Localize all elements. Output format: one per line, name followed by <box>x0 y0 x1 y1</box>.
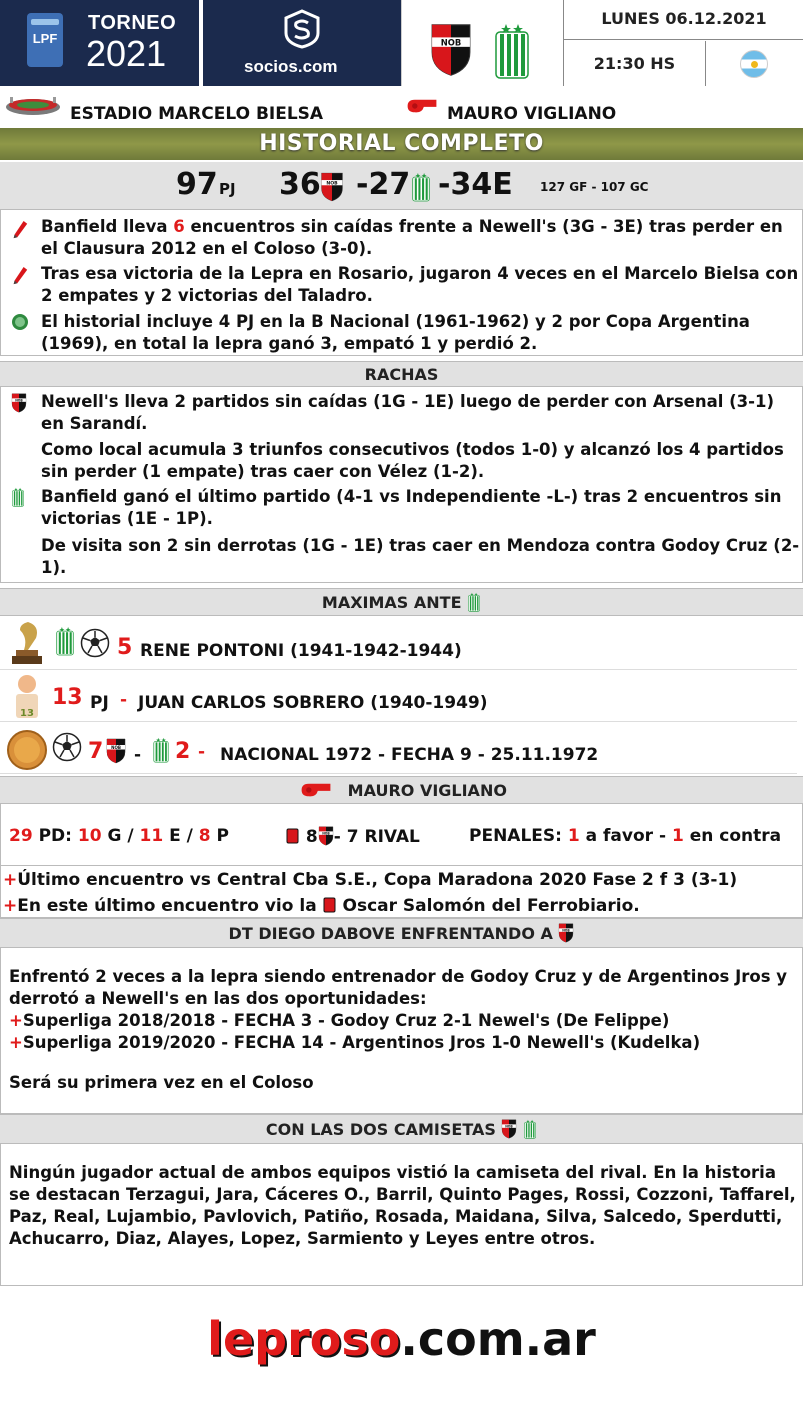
torneo-year: 2021 <box>86 33 167 74</box>
historial-title: HISTORIAL COMPLETO <box>0 128 803 160</box>
sponsor-name: socios.com <box>244 57 338 76</box>
goleador-name: RENE PONTONI (1941-1942-1944) <box>140 641 462 661</box>
banfield-crest-icon <box>410 172 432 202</box>
camisetas-title: CON LAS DOS CAMISETAS <box>0 1114 803 1144</box>
svg-text:13: 13 <box>20 708 34 719</box>
ball-icon <box>80 628 110 658</box>
racha-banfield-1: Banfield ganó el último partido (4-1 vs Independiente -L-) tras 2 encuentros sin victorias (1E - 1P). <box>41 487 782 528</box>
match-header <box>0 0 803 86</box>
dt-section-title: DT DIEGO DABOVE ENFRENTANDO A <box>0 918 803 948</box>
maximo-goleador-row <box>0 618 797 670</box>
referee-section-title: MAURO VIGLIANO <box>0 776 803 804</box>
dt-intro: Enfrentó 2 veces a la lepra siendo entrenador de Godoy Cruz y de Argentinos Jros y derrotó a Newell's en las dos oportunidades: <box>9 967 788 1008</box>
match-date: LUNES 06.12.2021 <box>564 0 803 40</box>
historial-note-2: Tras esa victoria de la Lepra en Rosario, jugaron 4 veces en el Marcelo Bielsa con 2 empates y 2 victorias del Taladro. <box>41 264 799 305</box>
newells-crest-icon <box>106 738 126 764</box>
dt-section <box>0 948 803 1114</box>
newells-crest-icon <box>430 22 472 78</box>
wins-newells: 36 <box>279 167 321 202</box>
teams-block <box>401 0 563 86</box>
match-time: 21:30 HS <box>564 41 706 86</box>
pj-label: PJ <box>219 180 236 198</box>
referee-last-redcard: +En este último encuentro vio la Oscar Salomón del Ferrobiario. <box>3 896 640 916</box>
trophy-shoe-icon <box>6 620 48 668</box>
player-trophy-icon <box>6 672 48 720</box>
newells-crest-icon <box>318 826 334 846</box>
historial-notes <box>0 210 803 356</box>
pj-total: 97 <box>176 167 218 202</box>
whistle-icon <box>296 781 336 799</box>
sponsor-block <box>203 0 401 86</box>
maximas-title: MAXIMAS ANTE <box>0 588 803 616</box>
whistle-icon <box>404 97 440 115</box>
camisetas-text: Ningún jugador actual de ambos equipos vistió la camiseta del rival. En la historia se destacan Terzagui, Jara, Cáceres O., Barril, Quinto Pages, Rossi, Cozzoni, Taffarel, Paz, Real, Lujambio, Pavlovich, Patiño, Rosada, Maidana, Silva, Salcedo, Sperdutti, Achucarro, Diaz, Alayes, Lopez, Sarmiento y Leyes entre otros. <box>9 1163 796 1248</box>
referee-record: 29 PD: 10 G / 11 E / 8 P <box>9 826 229 846</box>
torneo-label: TORNEO <box>88 12 177 34</box>
lpf-logo: LPF <box>27 13 63 67</box>
draws-total: -34E <box>438 167 513 202</box>
pj-player: JUAN CARLOS SOBRERO (1940-1949) <box>138 693 488 713</box>
pencil-icon <box>11 220 29 240</box>
banfield-crest-icon <box>11 487 25 507</box>
red-card-icon <box>323 897 337 913</box>
referee-penalties: PENALES: 1 a favor - 1 en contra <box>469 826 782 846</box>
wins-banfield: -27 <box>356 167 411 202</box>
referee-last-match: +Último encuentro vs Central Cba S.E., Copa Maradona 2020 Fase 2 f 3 (3-1) <box>3 870 738 890</box>
dt-match-1: +Superliga 2018/2018 - FECHA 3 - Godoy Cruz 2-1 Newel's (De Felippe) <box>9 1011 670 1030</box>
venue-row <box>0 92 803 126</box>
racha-banfield-2: De visita son 2 sin derrotas (1G - 1E) tras caer en Mendoza contra Godoy Cruz (2-1). <box>41 536 800 577</box>
site-logo[interactable]: leproso.com.ar <box>207 1312 596 1366</box>
rachas-section <box>0 387 803 583</box>
camisetas-section <box>0 1144 803 1286</box>
referee-red-cards: 8 - 7 RIVAL <box>286 826 420 847</box>
maxima-goleada-row <box>0 722 797 774</box>
goleador-goals: 5 <box>117 635 133 660</box>
pj-label: PJ <box>90 693 109 713</box>
argentina-flag-icon <box>740 50 768 78</box>
stadium-icon <box>4 94 62 116</box>
historial-note-3: El historial incluye 4 PJ en la B Nacional (1961-1962) y 2 por Copa Argentina (1969), en total la lepra ganó 3, empató 1 y perdió 2. <box>41 312 750 353</box>
racha-newells-2: Como local acumula 3 triunfos consecutivos (todos 1-0) y alcanzó los 4 partidos sin perder (1 empate) tras caer con Vélez (1-2). <box>41 440 784 481</box>
banfield-crest-icon <box>152 736 170 764</box>
newells-crest-icon <box>558 923 574 943</box>
banfield-crest-icon <box>492 22 532 80</box>
socios-logo-icon <box>282 9 322 49</box>
mas-pj-row <box>0 670 797 722</box>
pj-count: 13 <box>52 685 83 710</box>
goleada-away: 2 <box>175 739 191 764</box>
banfield-crest-icon <box>54 626 76 656</box>
goleada-detail: NACIONAL 1972 - FECHA 9 - 25.11.1972 <box>220 745 599 765</box>
shield-icon <box>11 312 29 332</box>
dt-match-2: +Superliga 2019/2020 - FECHA 14 - Argentinos Jros 1-0 Newell's (Kudelka) <box>9 1033 701 1052</box>
referee-stats <box>0 804 803 866</box>
racha-newells-1: Newell's lleva 2 partidos sin caídas (1G - 1E) luego de perder con Arsenal (3-1) en Sarandí. <box>41 392 775 433</box>
newells-crest-icon <box>501 1119 517 1139</box>
pencil-icon <box>11 266 29 286</box>
dt-first-time: Será su primera vez en el Coloso <box>9 1073 314 1092</box>
referee-name: MAURO VIGLIANO <box>447 104 617 124</box>
stadium-name: ESTADIO MARCELO BIELSA <box>70 104 324 124</box>
goleada-dash: - <box>198 742 206 762</box>
rachas-title: RACHAS <box>0 361 803 387</box>
referee-notes <box>0 866 803 918</box>
red-card-icon <box>286 828 300 844</box>
goleada-home: 7 <box>88 739 104 764</box>
torneo-block <box>0 0 201 86</box>
historial-score <box>0 162 803 210</box>
pj-dash: - <box>120 690 128 710</box>
medal-icon <box>6 726 48 774</box>
newells-crest-icon <box>11 393 27 413</box>
ball-icon <box>52 732 82 762</box>
newells-crest-icon <box>320 172 344 202</box>
banfield-crest-icon <box>467 592 481 612</box>
historial-note-1: Banfield lleva 6 encuentros sin caídas frente a Newell's (3G - 3E) tras perder en el Clausura 2012 en el Coloso (3-0). <box>41 217 783 258</box>
match-info <box>563 0 803 86</box>
banfield-crest-icon <box>523 1119 537 1139</box>
goleada-sep: - <box>134 745 142 765</box>
goals-summary: 127 GF - 107 GC <box>540 180 649 194</box>
